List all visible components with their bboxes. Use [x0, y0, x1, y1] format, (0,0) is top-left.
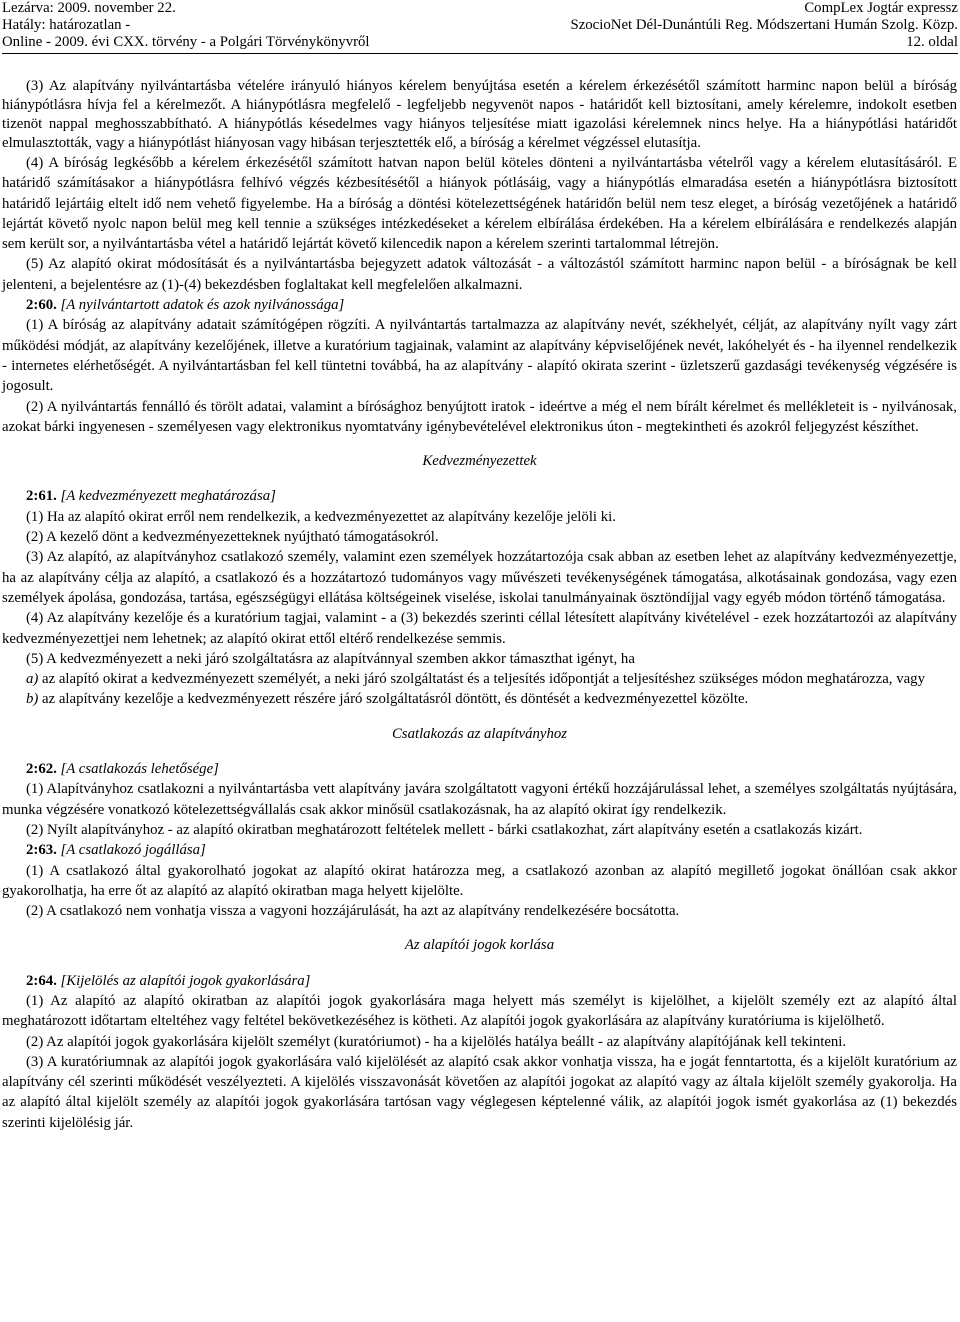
- paragraph: (1) Alapítványhoz csatlakozni a nyilvántartásba vett alapítvány javára szolgáltatott vagyoni értékű hozzájárulással lehet, a személyes szolgáltatás nyújtására, munka végzésére vonatkozó kötelezettségvállalás csak akkor minősül csatlakozásnak, ha az alapító okirat így rendelkezik.: [2, 781, 957, 818]
- section-number: 2:64.: [26, 972, 57, 989]
- section-heading: [2, 971, 957, 991]
- paragraph: (2) A kezelő dönt a kedvezményezetteknek nyújtható támogatásokról.: [26, 529, 439, 546]
- header-product: CompLex Jogtár expressz: [804, 0, 958, 16]
- paragraph: (4) A bíróság legkésőbb a kérelem érkezésétől számított hatvan napon belül köteles dönteni a nyilvántartásba vételről vagy a kérelem elutasításáról. E határidő számításakor a hiánypótlásra felhívó végzés kézbesítésétől a hiányok pótlásáig, vagy a hiánypótlás elmaradása esetén a hiánypótlásra biztosított határidő lejártáig eltelt idő nem vehető figyelembe. Ha a bíróság a döntési kötelezettségének határidőn belül nem tesz eleget, a bíróság vezetőjének a határidő lejártát követő nyolc napon belül meg kell tennie a szükséges intézkedéseket a kérelem elbírálása érdekében. Ha a kérelem elbírálására e rendelkezés alapján sem került sor, a nyilvántartásba vétel a határidő lejártát követő kilencedik napon a kérelem szerinti tartalommal létrejön.: [2, 155, 957, 253]
- section-title: [A kedvezményezett meghatározása]: [60, 488, 276, 505]
- list-text: az alapító okirat a kedvezményezett személyét, a neki járó szolgáltatást és a teljesítés időpontját a teljesítéshez szükséges módon meghatározza, vagy: [38, 671, 925, 688]
- paragraph: (3) A kuratóriumnak az alapítói jogok gyakorlására való kijelölését az alapító csak akkor vonhatja vissza, ha e jogát fenntartotta, és a kijelölt kuratórium az alapítvány cél szerinti működését veszélyezteti. A kijelölés visszavonását követően az alapítói jogokat az alapító vagy az általa kijelölt személy gyakorolja. Ha az alapító által kijelölt személy az alapítói jogok gyakorlására tartósan vagy véglegesen képtelenné válik, az alapítói jogok ismét gyakorlása az (1) bekezdés szerinti kijelölésig jár.: [2, 1053, 957, 1131]
- paragraph: (2) Az alapítói jogok gyakorlására kijelölt személyt (kuratóriumot) - ha a kijelölés hatálya beállt - az alapítvány alapítójának kell tekinteni.: [26, 1033, 847, 1050]
- paragraph: (5) A kedvezményezett a neki járó szolgáltatásra az alapítvánnyal szemben akkor támaszthat igényt, ha: [26, 650, 635, 667]
- header-validity: Hatály: határozatlan -: [2, 17, 131, 33]
- chapter-heading: Kedvezményezettek: [422, 453, 537, 470]
- paragraph: (4) Az alapítvány kezelője és a kuratórium tagjai, valamint - a (3) bekezdés szerinti céllal létesített alapítvány kivételével - ezek hozzátartozói az alapítvány kedvezményezettjei nem lehetnek; az alapító okirat ettől eltérő rendelkezése semmis.: [2, 610, 957, 647]
- section-number: 2:62.: [26, 761, 57, 778]
- section-number: 2:60.: [26, 297, 57, 314]
- section-title: [A csatlakozó jogállása]: [60, 842, 206, 859]
- paragraph: (3) Az alapító, az alapítványhoz csatlakozó személy, valamint ezen személyek hozzátartozója csak abban az esetben lehet az alapítvány kedvezményezettje, ha az alapítvány célja az alapító, a csatlakozó és a hozzátartozó tudományos vagy művészeti tevékenységének támogatása, alkotásainak gondozása, vagy ezen személyek ápolása, gondozása, tartása, egészségügyi ellátása költségeinek viselése, iskolai tanulmányainak ösztöndíjjal vagy egyéb módon történő támogatása.: [2, 549, 957, 606]
- list-item: [2, 669, 957, 689]
- section-heading: [2, 759, 957, 779]
- header-divider: [2, 53, 958, 54]
- section-number: 2:61.: [26, 488, 57, 505]
- chapter-heading: Csatlakozás az alapítványhoz: [391, 725, 568, 742]
- section-heading: [2, 295, 957, 315]
- header-licensee: SzocioNet Dél-Dunántúli Reg. Módszertani Humán Szolg. Közp.: [570, 17, 958, 33]
- paragraph: (3) Az alapítvány nyilvántartásba vételére irányuló hiányos kérelem benyújtása esetén a kérelem érkezésétől számított harminc napon belül a bíróság hiánypótlásra hívja fel a kérelmezőt. A hiánypótlásra megfelelő - legfeljebb negyvenöt napos - határidőt kell biztosítani, amely kérelemre, indokolt esetben tizenöt nappal meghosszabbítható. A hiánypótlás késedelmes vagy hiányos teljesítése miatt igazolási kérelemnek nincs helye. Ha a hiánypótlási határidőt elmulasztották, vagy a hiánypótlást hiányosan vagy hibásan terjesztették elő, a bíróság a kérelmet végzéssel elutasítja.: [2, 78, 957, 151]
- paragraph: (1) A csatlakozó által gyakorolható jogokat az alapító okirat határozza meg, a csatlakozó azonban az alapító megillető jogokat önállóan csak akkor gyakorolhatja, ha erre őt az alapító az alapító okiratban maga helyett kijelölte.: [2, 862, 957, 899]
- header-law-title: Online - 2009. évi CXX. törvény - a Polgári Törvénykönyvről: [2, 34, 370, 50]
- list-item: [2, 689, 957, 709]
- chapter-heading: Az alapítói jogok korlása: [404, 937, 555, 954]
- section-title: [A nyilvántartott adatok és azok nyilvánossága]: [60, 297, 345, 314]
- section-number: 2:63.: [26, 842, 57, 859]
- paragraph: (5) Az alapító okirat módosítását és a nyilvántartásba bejegyzett adatok változását - a változástól számított harminc napon belül - a bíróságnak be kell jelenteni, a bejelentésre az (1)-(4) bekezdésben foglaltakat kell megfelelően alkalmazni.: [2, 256, 957, 293]
- section-title: [Kijelölés az alapítói jogok gyakorlására]: [60, 972, 311, 989]
- list-text: az alapítvány kezelője a kedvezményezett részére járó szolgáltatásról döntött, és döntését a kedvezményezettel közölte.: [38, 691, 749, 708]
- section-title: [A csatlakozás lehetősége]: [60, 761, 219, 778]
- paragraph: (2) A nyilvántartás fennálló és törölt adatai, valamint a bírósághoz benyújtott iratok - ideértve a még el nem bírált kérelmet és mellékleteit is - nyilvánosak, azokat bárki ingyenesen - személyesen vagy elektronikus nyomtatvány igénybevételével elektronikus úton - megtekintheti és azokról feljegyzést készíthet.: [2, 398, 957, 435]
- paragraph: (2) Nyílt alapítványhoz - az alapító okiratban meghatározott feltételek mellett - bárki csatlakozhat, zárt alapítvány esetén a csatlakozás kizárt.: [26, 821, 863, 838]
- header-page-number: 12. oldal: [906, 34, 958, 50]
- paragraph: (1) Ha az alapító okirat erről nem rendelkezik, a kedvezményezettet az alapítvány kezelője jelöli ki.: [26, 508, 616, 525]
- header-closed-date: Lezárva: 2009. november 22.: [2, 0, 176, 16]
- section-heading: [2, 486, 957, 506]
- document-body: [2, 77, 957, 1133]
- section-heading: [2, 840, 957, 860]
- list-label: a): [26, 671, 39, 688]
- paragraph: (2) A csatlakozó nem vonhatja vissza a vagyoni hozzájárulását, ha azt az alapítvány rendelkezésére bocsátotta.: [26, 903, 680, 920]
- paragraph: (1) A bíróság az alapítvány adatait számítógépen rögzíti. A nyilvántartás tartalmazza az alapítvány nevét, székhelyét, célját, az alapítvány nyílt vagy zárt működési módját, az alapítvány kezelőjének, illetve a kuratórium tagjainak, valamint az alapítvány képviselőjének nevét, lakóhelyét és - ha ilyennel rendelkezik - internetes elérhetőségét. A nyilvántartásban fel kell tüntetni továbbá, ha az alapítvány - alapító okirata szerint - üzletszerű gazdasági tevékenység végzésére is jogosult.: [2, 317, 957, 395]
- list-label: b): [26, 691, 39, 708]
- page-header: [0, 0, 960, 53]
- paragraph: (1) Az alapító az alapító okiratban az alapítói jogok gyakorlására maga helyett más személyt is kijelölhet, a kijelölt személy ezt az alapító által meghatározott időtartam elteltéhez vagy feltétel bekövetkezéséhez is kötheti. Az alapítói jogok gyakorlására az alapítvány kuratóriuma is kijelölhető.: [2, 992, 957, 1030]
